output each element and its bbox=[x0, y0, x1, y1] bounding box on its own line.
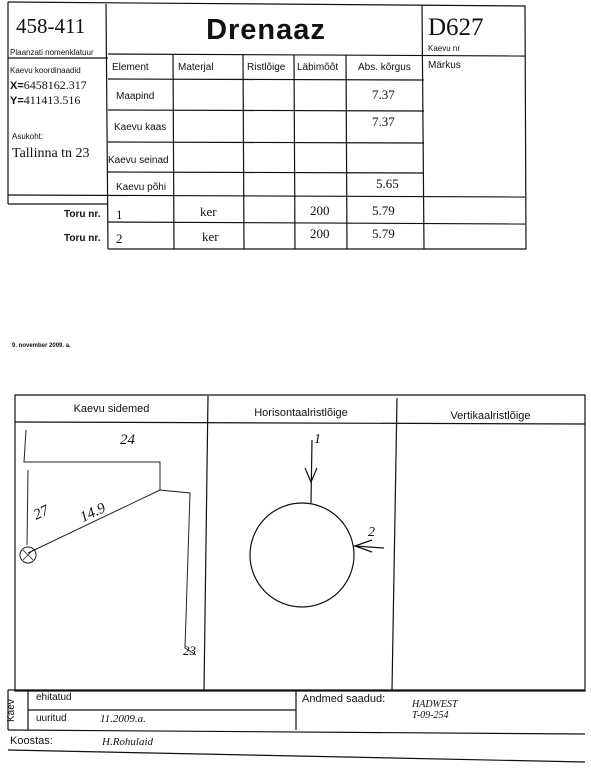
data-from-value-1: HADWEST bbox=[412, 699, 458, 710]
header-horizontal: Horisontaalristlõige bbox=[254, 407, 348, 419]
row-maapind-height: 7.37 bbox=[372, 87, 395, 102]
col-cross-section: Ristlõige bbox=[247, 62, 286, 73]
tie-diag-b-label: 14.9 bbox=[77, 500, 109, 526]
col-diameter: Läbimõõt bbox=[297, 62, 339, 73]
y-coordinate bbox=[10, 93, 80, 108]
location-value: Tallinna tn 23 bbox=[12, 146, 90, 161]
row-seinad-element: Kaevu seinad bbox=[108, 155, 169, 166]
header-ties: Kaevu sidemed bbox=[73, 403, 150, 415]
y-value: 411413.516 bbox=[23, 93, 81, 107]
row-pohi-element: Kaevu põhi bbox=[116, 182, 167, 193]
ties-sketch bbox=[20, 430, 196, 655]
pipe-2-label: Toru nr. bbox=[64, 233, 101, 244]
well-number: D627 bbox=[428, 14, 484, 41]
pipe-2-material: ker bbox=[202, 229, 219, 244]
side-label: Kaev bbox=[6, 699, 17, 722]
y-label: Y= bbox=[10, 95, 24, 107]
pipe-2-diameter: 200 bbox=[310, 226, 330, 241]
data-from-value-2: T-09-254 bbox=[412, 710, 449, 721]
x-value: 6458162.317 bbox=[23, 78, 87, 92]
row-pohi-height: 5.65 bbox=[376, 176, 399, 191]
well-number-label: Kaevu nr bbox=[428, 44, 461, 53]
form-title: Drenaaz bbox=[206, 14, 326, 46]
pipe-1-line bbox=[311, 440, 312, 503]
well-circle bbox=[250, 503, 354, 607]
pipe-1-diameter: 200 bbox=[310, 203, 330, 218]
x-coordinate bbox=[10, 78, 87, 93]
col-abs-height: Abs. kõrgus bbox=[358, 62, 411, 73]
horizontal-section-drawing bbox=[250, 440, 384, 607]
remarks-label: Märkus bbox=[428, 60, 461, 71]
pipe-1-material: ker bbox=[200, 204, 217, 219]
col-element: Element bbox=[112, 62, 149, 73]
pipe-1-height: 5.79 bbox=[372, 203, 395, 218]
location-label: Asukoht: bbox=[12, 132, 44, 141]
coords-label: Kaevu koordinaadid bbox=[10, 66, 81, 75]
pipe-2-number: 2 bbox=[116, 231, 123, 246]
col-material: Materjal bbox=[178, 62, 214, 73]
nomenclature-number: 458-411 bbox=[16, 14, 86, 38]
compiled-label: Koostas: bbox=[10, 735, 53, 747]
row-kaas-height: 7.37 bbox=[372, 114, 395, 129]
row-kaas-element: Kaevu kaas bbox=[114, 122, 167, 133]
compiled-value: H.Rohulaid bbox=[102, 736, 154, 748]
pipe-1-number: 1 bbox=[116, 207, 123, 222]
sketch-frame bbox=[15, 395, 585, 691]
pipe-1-label: Toru nr. bbox=[64, 209, 101, 220]
row-maapind-element: Maapind bbox=[116, 91, 155, 102]
pipe-2-height: 5.79 bbox=[372, 226, 395, 241]
x-label: X= bbox=[10, 80, 24, 92]
header-vertical: Vertikaalristlõige bbox=[450, 410, 531, 422]
tie-diag-a-label: 27 bbox=[31, 502, 52, 524]
surveyed-value: 11.2009.a. bbox=[100, 713, 146, 725]
surveyed-label: uuritud bbox=[36, 713, 67, 724]
pipe-1-sketch-label: 1 bbox=[314, 432, 321, 447]
built-label: ehitatud bbox=[36, 692, 72, 703]
pipe-2-sketch-label: 2 bbox=[368, 525, 375, 540]
nomenclature-label: Plaanzati nomenklatuur bbox=[10, 48, 94, 57]
tie-bottom-label: 23 bbox=[183, 643, 196, 658]
data-from-label: Andmed saadud: bbox=[302, 693, 386, 705]
date-line: 9. november 2009. a. bbox=[12, 343, 71, 349]
tie-top-label: 24 bbox=[120, 432, 135, 448]
